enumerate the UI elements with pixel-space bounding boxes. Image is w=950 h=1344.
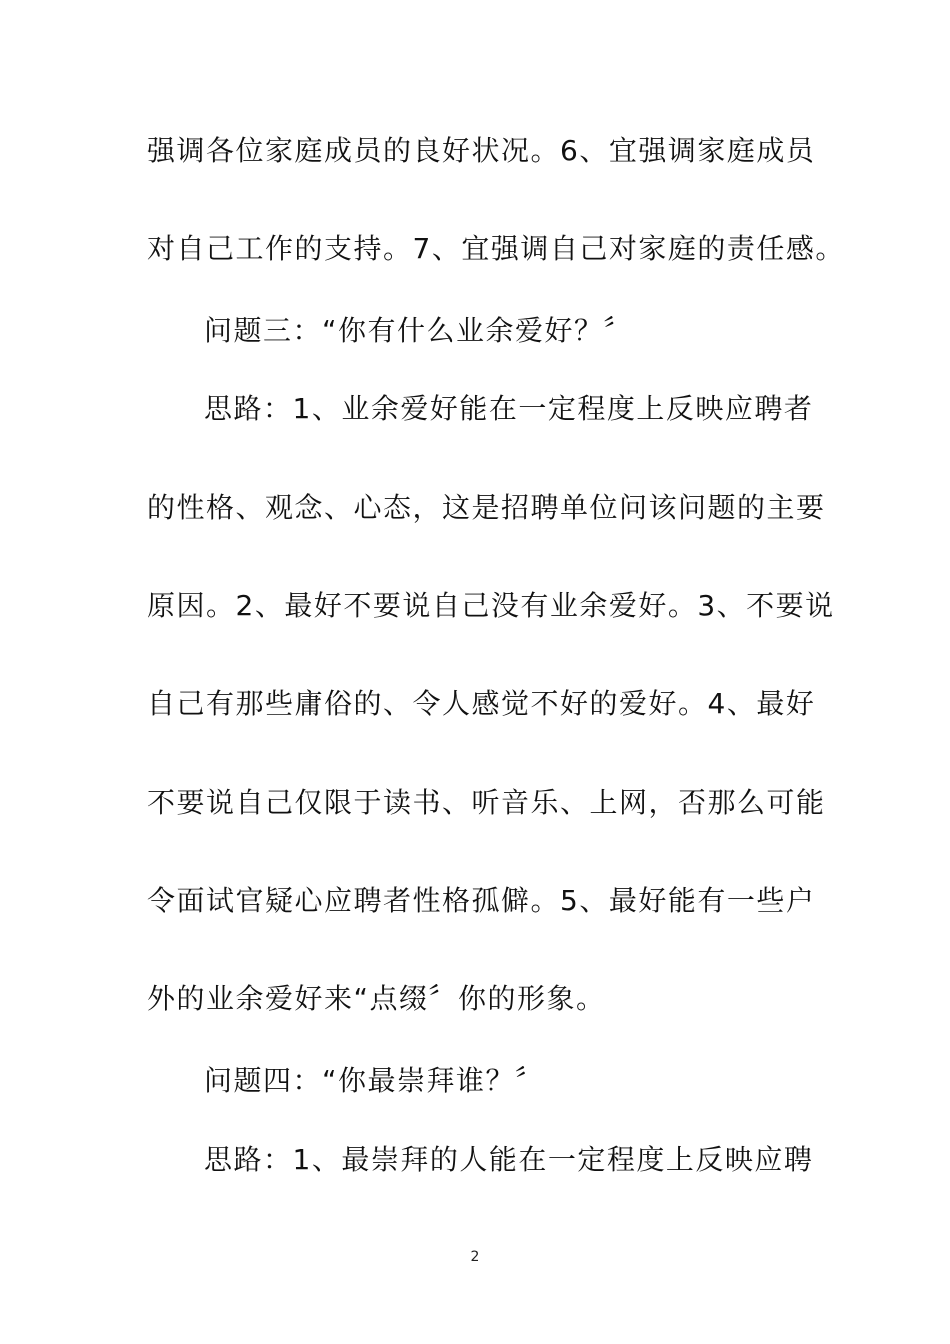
body-text-line: 原因。2、最好不要说自己没有业余爱好。3、不要说 (147, 589, 835, 622)
body-text-line: 令面试官疑心应聘者性格孤僻。5、最好能有一些户 (147, 884, 816, 917)
body-text-line: 的性格、观念、心态，这是招聘单位问该问题的主要 (147, 491, 826, 524)
body-text-line: 外的业余爱好来“点缀〞你的形象。 (147, 982, 606, 1015)
body-text-line: 思路：1、业余爱好能在一定程度上反映应聘者 (204, 392, 814, 425)
body-text-line: 思路：1、最崇拜的人能在一定程度上反映应聘 (204, 1143, 814, 1176)
body-text-line: 对自己工作的支持。7、宜强调自己对家庭的责任感。 (147, 232, 845, 265)
body-text-line: 强调各位家庭成员的良好状况。6、宜强调家庭成员 (147, 134, 816, 167)
body-text-line: 自己有那些庸俗的、令人感觉不好的爱好。4、最好 (147, 687, 816, 720)
body-text-line: 不要说自己仅限于读书、听音乐、上网，否那么可能 (147, 786, 826, 819)
question-heading: 问题三：“你有什么业余爱好？〞 (204, 314, 634, 347)
question-heading: 问题四：“你最崇拜谁？〞 (204, 1064, 545, 1097)
page-number: 2 (470, 1249, 480, 1265)
